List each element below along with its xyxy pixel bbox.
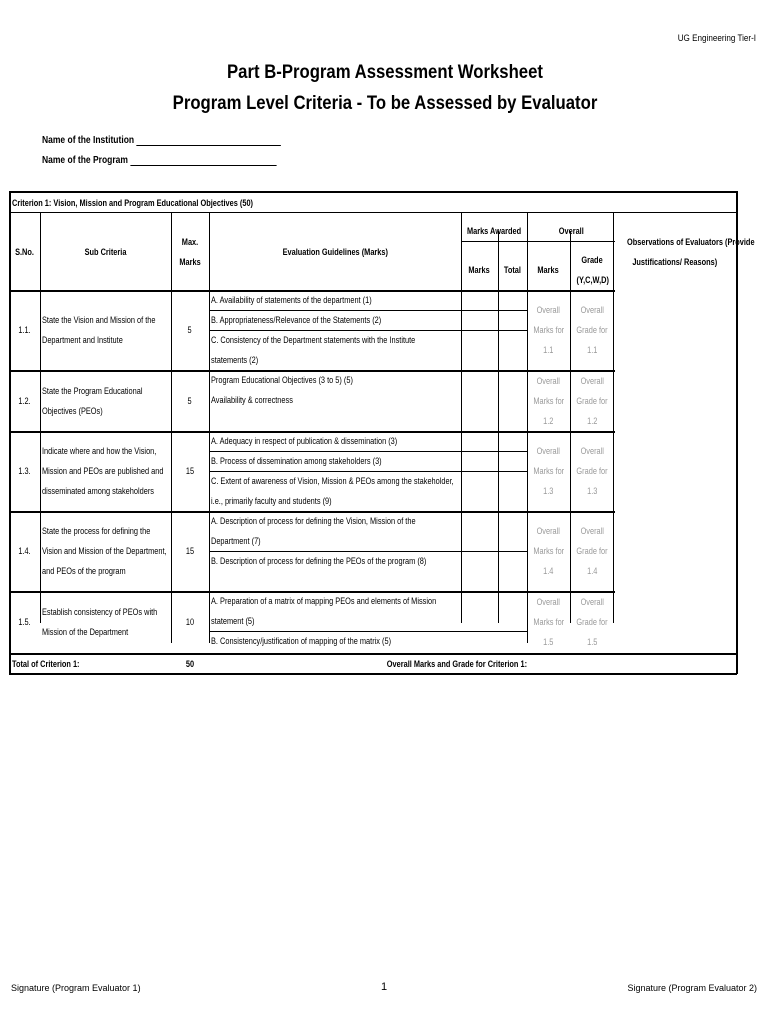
sub-criteria-text: Establish consistency of PEOs with <box>42 607 158 617</box>
marks-input[interactable] <box>462 291 497 309</box>
observations-input[interactable] <box>617 512 734 590</box>
col-sno: S.No. <box>15 247 35 257</box>
marks-input[interactable] <box>462 472 497 510</box>
sub-criteria-text: State the Program Educational <box>42 385 143 396</box>
col-marks-awarded: Marks Awarded <box>466 226 522 236</box>
marks-input[interactable] <box>462 552 497 570</box>
overall-grade-placeholder[interactable]: Grade for <box>576 546 609 556</box>
guideline-text: A. Description of process for defining the Vision, Mission of the <box>211 516 416 526</box>
guideline-text: B. Description of process for defining the PEOs of the program (8) <box>211 556 427 566</box>
col-overall-marks: Marks <box>537 265 560 275</box>
overall-marks-placeholder[interactable]: Marks for <box>533 617 564 627</box>
overall-grade-placeholder[interactable]: 1.1 <box>587 345 598 355</box>
overall-marks-placeholder[interactable]: 1.5 <box>543 637 554 647</box>
col-observations-2: Justifications/ Reasons) <box>632 257 718 267</box>
overall-grade-placeholder[interactable]: Grade for <box>576 395 609 406</box>
overall-criterion-label: Overall Marks and Grade for Criterion 1: <box>386 659 527 669</box>
col-max: Max. <box>181 237 199 247</box>
sub-criteria-text: State the Vision and Mission of the <box>42 315 156 325</box>
col-grade: Grade <box>581 255 604 265</box>
signature-evaluator-1: Signature (Program Evaluator 1) <box>11 983 141 993</box>
marks-input[interactable] <box>462 331 497 369</box>
col-grade-scale: (Y,C,W,D) <box>576 275 609 285</box>
guideline-text: B. Process of dissemination among stakeholders (3) <box>211 456 382 466</box>
page-title: Part B-Program Assessment Worksheet <box>227 62 543 83</box>
page-number: 1 <box>381 981 388 993</box>
col-max-marks: Marks <box>179 257 201 267</box>
observations-input[interactable] <box>617 371 734 430</box>
marks-input[interactable] <box>462 592 497 630</box>
overall-marks-placeholder[interactable]: 1.4 <box>543 566 554 576</box>
institution-field[interactable] <box>42 134 281 146</box>
guideline-text: statements (2) <box>211 355 259 365</box>
sub-criteria-text: disseminated among stakeholders <box>42 486 154 496</box>
overall-grade-placeholder[interactable]: Overall <box>580 526 605 536</box>
program-input-line[interactable] <box>131 154 277 166</box>
overall-marks-placeholder[interactable]: Marks for <box>533 395 564 406</box>
overall-grade-placeholder[interactable]: Overall <box>580 305 605 315</box>
total-input[interactable] <box>499 291 526 369</box>
row-sno: 1.2. <box>18 395 32 406</box>
overall-grade-placeholder[interactable]: Overall <box>580 597 605 607</box>
overall-grade-placeholder[interactable]: 1.5 <box>587 637 598 647</box>
observations-input[interactable] <box>617 291 734 369</box>
guideline-text: Department (7) <box>211 536 261 546</box>
program-label: Name of the Program <box>42 155 128 166</box>
row-max-marks: 15 <box>185 466 195 476</box>
col-total: Total <box>503 265 522 275</box>
page-subtitle: Program Level Criteria - To be Assessed by Evaluator <box>172 93 598 114</box>
sub-criteria-text: Indicate where and how the Vision, <box>42 446 157 456</box>
overall-marks-placeholder[interactable]: Overall <box>536 375 561 386</box>
guideline-text: A. Preparation of a matrix of mapping PEOs and elements of Mission <box>211 596 437 606</box>
marks-input[interactable] <box>462 432 497 450</box>
marks-input[interactable] <box>462 512 497 550</box>
sub-criteria-text: Mission of the Department <box>42 627 129 637</box>
criterion-title: Criterion 1: Vision, Mission and Program Educational Objectives (50) <box>12 198 254 208</box>
marks-input[interactable] <box>462 632 497 650</box>
row-max-marks: 5 <box>187 395 193 406</box>
sub-criteria-text: Mission and PEOs are published and <box>42 466 164 476</box>
guideline-text: Program Educational Objectives (3 to 5) (5) <box>211 375 353 385</box>
overall-marks-placeholder[interactable]: 1.2 <box>543 415 554 426</box>
guideline-text: C. Extent of awareness of Vision, Mission & PEOs among the stakeholder, <box>211 476 454 486</box>
guideline-text: B. Appropriateness/Relevance of the Statements (2) <box>211 315 382 325</box>
sub-criteria-text: Objectives (PEOs) <box>42 405 103 416</box>
sub-criteria-text: and PEOs of the program <box>42 566 126 576</box>
overall-marks-placeholder[interactable]: 1.1 <box>543 345 554 355</box>
total-input[interactable] <box>499 592 526 652</box>
guideline-text: C. Consistency of the Department statements with the Institute <box>211 335 416 345</box>
overall-grade-placeholder[interactable]: Overall <box>580 446 605 456</box>
overall-marks-placeholder[interactable]: Marks for <box>533 466 564 476</box>
overall-grade-placeholder[interactable]: 1.2 <box>587 415 598 426</box>
marks-input[interactable] <box>462 371 497 409</box>
overall-grade-placeholder[interactable]: Overall <box>580 375 605 386</box>
guideline-text: i.e., primarily faculty and students (9) <box>211 496 332 506</box>
overall-marks-placeholder[interactable]: Overall <box>536 597 561 607</box>
overall-marks-placeholder[interactable]: 1.3 <box>543 486 554 496</box>
observations-input[interactable] <box>617 432 734 510</box>
overall-grade-placeholder[interactable]: 1.3 <box>587 486 598 496</box>
marks-input[interactable] <box>462 311 497 329</box>
row-max-marks: 10 <box>185 617 195 627</box>
tier-label: UG Engineering Tier-I <box>677 33 756 43</box>
sub-criteria-text: Department and Institute <box>42 335 123 345</box>
signature-evaluator-2: Signature (Program Evaluator 2) <box>627 983 757 993</box>
total-label: Total of Criterion 1: <box>12 659 80 669</box>
guideline-text: A. Availability of statements of the department (1) <box>211 295 372 305</box>
col-guidelines: Evaluation Guidelines (Marks) <box>282 247 388 257</box>
total-input[interactable] <box>499 512 526 590</box>
observations-input[interactable] <box>617 592 734 652</box>
guideline-text: A. Adequacy in respect of publication & dissemination (3) <box>211 436 398 446</box>
sub-criteria-text: Vision and Mission of the Department, <box>42 546 167 556</box>
row-sno: 1.3. <box>18 466 32 476</box>
sub-criteria-text: State the process for defining the <box>42 526 151 536</box>
overall-marks-placeholder[interactable]: Marks for <box>533 546 564 556</box>
overall-grade-placeholder[interactable]: Grade for <box>576 617 609 627</box>
row-max-marks: 15 <box>185 546 195 556</box>
total-input[interactable] <box>499 371 526 430</box>
row-sno: 1.4. <box>18 546 32 556</box>
institution-input-line[interactable] <box>137 134 282 146</box>
overall-marks-placeholder[interactable]: Overall <box>536 305 561 315</box>
institution-label: Name of the Institution <box>42 135 135 146</box>
overall-marks-placeholder[interactable]: Overall <box>536 446 561 456</box>
total-max: 50 <box>185 659 195 669</box>
row-sno: 1.1. <box>18 325 32 335</box>
overall-marks-placeholder[interactable]: Marks for <box>533 325 564 335</box>
program-field[interactable] <box>42 154 277 166</box>
col-marks: Marks <box>468 265 491 275</box>
overall-grade-placeholder[interactable]: Grade for <box>576 325 609 335</box>
overall-grade-placeholder[interactable]: 1.4 <box>587 566 598 576</box>
total-input[interactable] <box>499 432 526 510</box>
row-max-marks: 5 <box>187 325 193 335</box>
overall-grade-placeholder[interactable]: Grade for <box>576 466 609 476</box>
col-observations: Observations of Evaluators (Provide <box>626 237 755 247</box>
marks-input[interactable] <box>462 452 497 470</box>
col-sub-criteria: Sub Criteria <box>84 247 127 257</box>
overall-marks-placeholder[interactable]: Overall <box>536 526 561 536</box>
row-sno: 1.5. <box>18 617 32 627</box>
guideline-text: Availability & correctness <box>211 395 293 405</box>
col-overall: Overall <box>558 226 584 236</box>
guideline-text: statement (5) <box>211 616 255 626</box>
guideline-text: B. Consistency/justification of mapping of the matrix (5) <box>211 636 392 646</box>
